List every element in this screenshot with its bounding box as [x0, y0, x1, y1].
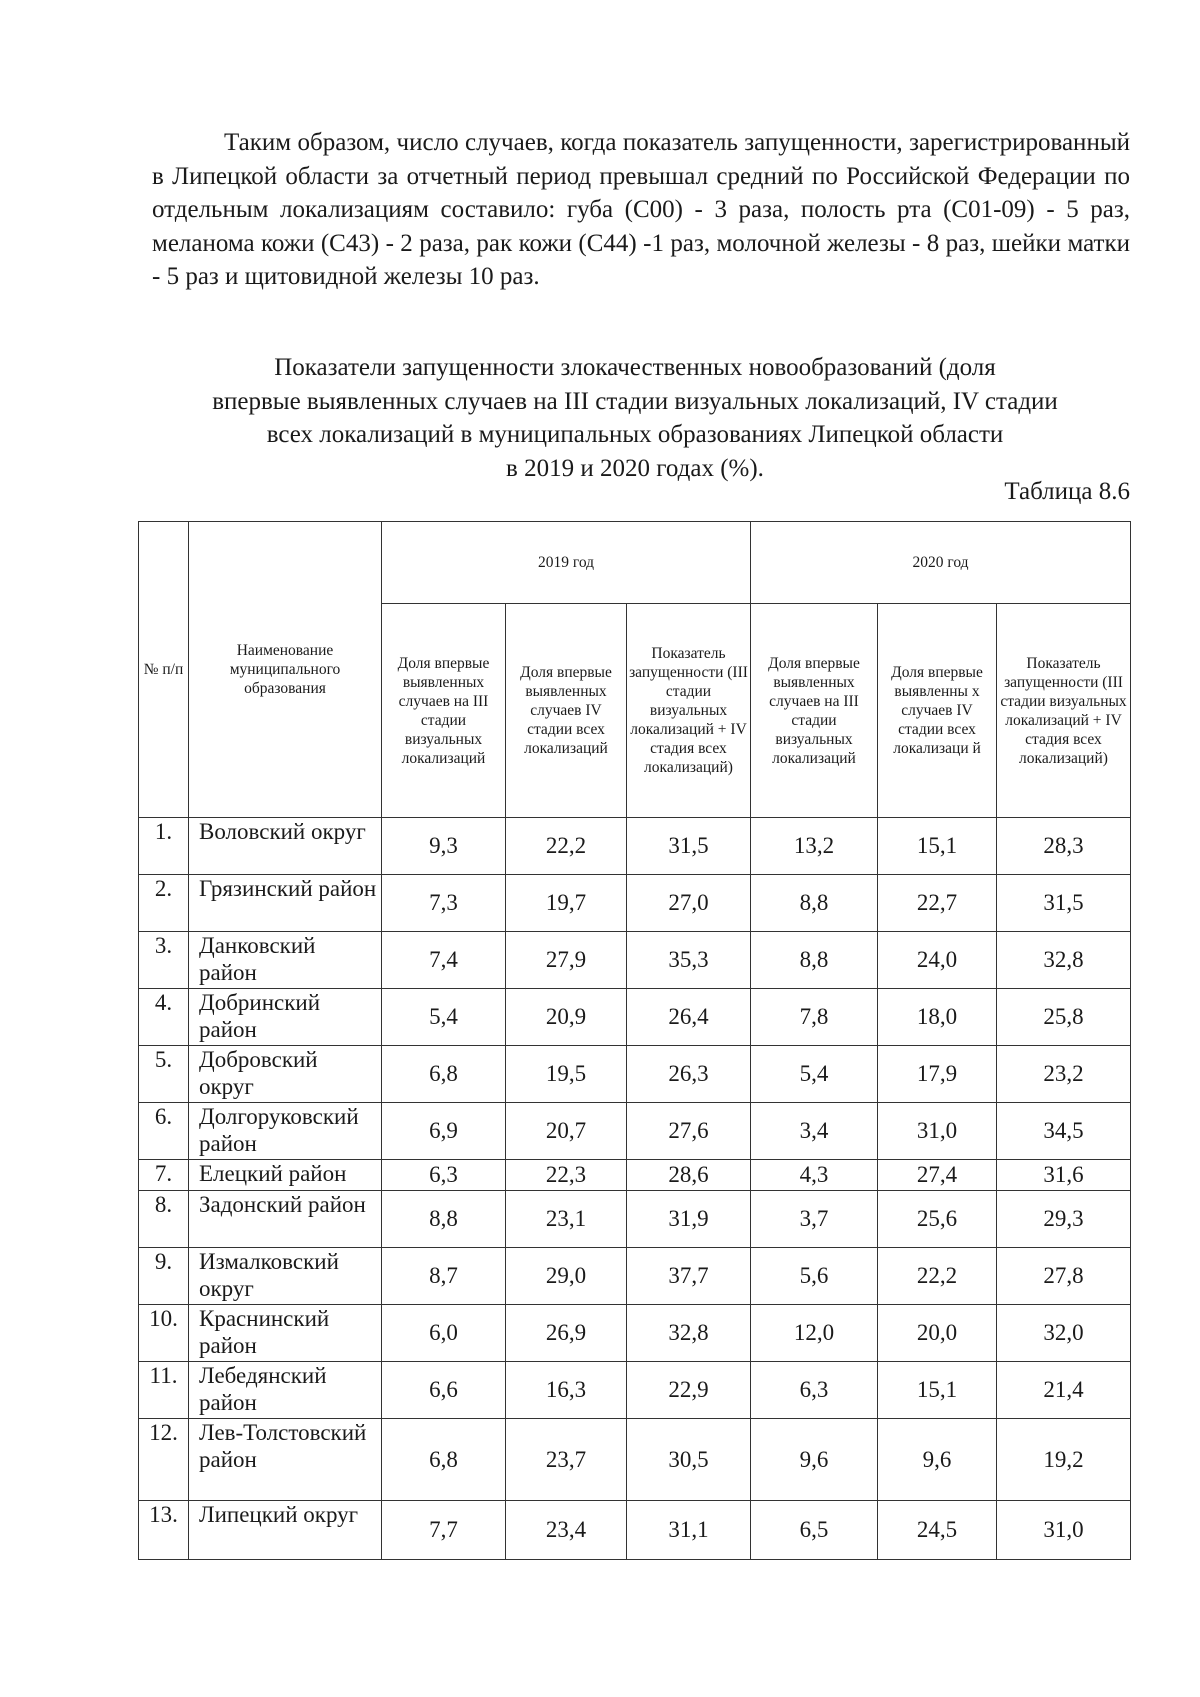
- row-number: 13.: [139, 1501, 189, 1560]
- municipality-name: Воловский округ: [189, 818, 382, 875]
- value-cell: 22,2: [878, 1248, 997, 1305]
- value-cell: 29,0: [506, 1248, 627, 1305]
- table-row: [139, 875, 1131, 932]
- header-year-2019: 2019 год: [382, 522, 751, 604]
- value-cell: 19,5: [506, 1046, 627, 1103]
- row-number: 11.: [139, 1362, 189, 1419]
- municipality-name: Долгоруковский район: [189, 1103, 382, 1160]
- value-cell: 21,4: [997, 1362, 1131, 1419]
- value-cell: 7,4: [382, 932, 506, 989]
- table-row: [139, 1160, 1131, 1191]
- table-row: [139, 1419, 1131, 1501]
- header-2019-neglect-index: Показатель запущенности (III стадии визуальных локализаций + IV стадия всех локализаций): [627, 604, 751, 818]
- value-cell: 26,3: [627, 1046, 751, 1103]
- table-row: [139, 989, 1131, 1046]
- table-body: [139, 818, 1131, 1560]
- row-number: 6.: [139, 1103, 189, 1160]
- value-cell: 31,6: [997, 1160, 1131, 1191]
- row-number: 9.: [139, 1248, 189, 1305]
- intro-paragraph: Таким образом, число случаев, когда показатель запущенности, зарегистрированный в Липецкой области за отчетный период превышал средний по Российской Федерации по отдельным локализациям составило: губа (С00) - 3 раза, полость рта (С01-09) - 5 раз, меланома кожи (С43) - 2 раза, рак кожи (С44) -1 раз, молочной железы - 8 раз, шейки матки - 5 раз и щитовидной железы 10 раз.: [152, 129, 1130, 290]
- header-year-2020: 2020 год: [751, 522, 1131, 604]
- value-cell: 23,1: [506, 1191, 627, 1248]
- value-cell: 16,3: [506, 1362, 627, 1419]
- table-title-line: всех локализаций в муниципальных образованиях Липецкой области: [266, 421, 1004, 448]
- municipality-name: Елецкий район: [189, 1160, 382, 1191]
- value-cell: 3,7: [751, 1191, 878, 1248]
- row-number: 2.: [139, 875, 189, 932]
- value-cell: 22,7: [878, 875, 997, 932]
- value-cell: 27,0: [627, 875, 751, 932]
- value-cell: 7,8: [751, 989, 878, 1046]
- header-2019-stage3: Доля впервые выявленных случаев на III стадии визуальных локализаций: [382, 604, 506, 818]
- value-cell: 27,9: [506, 932, 627, 989]
- table-number-label: Таблица 8.6: [1004, 478, 1130, 505]
- value-cell: 25,8: [997, 989, 1131, 1046]
- row-number: 7.: [139, 1160, 189, 1191]
- header-2019-stage4: Доля впервые выявленных случаев IV стадии всех локализаций: [506, 604, 627, 818]
- table-row: [139, 1248, 1131, 1305]
- value-cell: 23,4: [506, 1501, 627, 1560]
- value-cell: 12,0: [751, 1305, 878, 1362]
- value-cell: 9,3: [382, 818, 506, 875]
- table-title-line: впервые выявленных случаев на III стадии визуальных локализаций, IV стадии: [212, 387, 1058, 415]
- value-cell: 23,2: [997, 1046, 1131, 1103]
- table-title: [140, 351, 1130, 485]
- table-row: [139, 1046, 1131, 1103]
- municipality-name: Лебедянский район: [189, 1362, 382, 1419]
- value-cell: 15,1: [878, 818, 997, 875]
- table-row: [139, 1362, 1131, 1419]
- municipality-name: Краснинский район: [189, 1305, 382, 1362]
- header-num: № п/п: [139, 522, 189, 818]
- value-cell: 6,6: [382, 1362, 506, 1419]
- value-cell: 6,3: [751, 1362, 878, 1419]
- value-cell: 18,0: [878, 989, 997, 1046]
- table-row: [139, 1103, 1131, 1160]
- value-cell: 15,1: [878, 1362, 997, 1419]
- table-row: [139, 932, 1131, 989]
- value-cell: 27,8: [997, 1248, 1131, 1305]
- value-cell: 9,6: [751, 1419, 878, 1501]
- value-cell: 24,0: [878, 932, 997, 989]
- municipality-name: Добринский район: [189, 989, 382, 1046]
- table-row: [139, 1305, 1131, 1362]
- value-cell: 8,8: [751, 875, 878, 932]
- value-cell: 31,5: [997, 875, 1131, 932]
- value-cell: 25,6: [878, 1191, 997, 1248]
- municipality-name: Грязинский район: [189, 875, 382, 932]
- value-cell: 32,8: [997, 932, 1131, 989]
- value-cell: 20,7: [506, 1103, 627, 1160]
- header-2020-stage4: Доля впервые выявленны х случаев IV стадии всех локализаци й: [878, 604, 997, 818]
- table-row: [139, 1501, 1131, 1560]
- value-cell: 22,2: [506, 818, 627, 875]
- value-cell: 20,9: [506, 989, 627, 1046]
- value-cell: 31,9: [627, 1191, 751, 1248]
- municipality-name: Данковский район: [189, 932, 382, 989]
- value-cell: 31,5: [627, 818, 751, 875]
- header-2020-neglect-index: Показатель запущенности (III стадии визуальных локализаций + IV стадия всех локализаций): [997, 604, 1131, 818]
- value-cell: 20,0: [878, 1305, 997, 1362]
- value-cell: 27,4: [878, 1160, 997, 1191]
- value-cell: 26,4: [627, 989, 751, 1046]
- value-cell: 31,1: [627, 1501, 751, 1560]
- value-cell: 5,6: [751, 1248, 878, 1305]
- row-number: 10.: [139, 1305, 189, 1362]
- value-cell: 13,2: [751, 818, 878, 875]
- municipality-name: Измалковский округ: [189, 1248, 382, 1305]
- value-cell: 23,7: [506, 1419, 627, 1501]
- table-title-line: Показатели запущенности злокачественных новообразований (доля: [274, 354, 996, 381]
- value-cell: 32,8: [627, 1305, 751, 1362]
- header-2020-stage3: Доля впервые выявленных случаев на III стадии визуальных локализаций: [751, 604, 878, 818]
- value-cell: 5,4: [382, 989, 506, 1046]
- value-cell: 29,3: [997, 1191, 1131, 1248]
- value-cell: 22,3: [506, 1160, 627, 1191]
- value-cell: 31,0: [878, 1103, 997, 1160]
- table-row: [139, 1191, 1131, 1248]
- value-cell: 30,5: [627, 1419, 751, 1501]
- value-cell: 37,7: [627, 1248, 751, 1305]
- row-number: 4.: [139, 989, 189, 1046]
- value-cell: 7,7: [382, 1501, 506, 1560]
- value-cell: 22,9: [627, 1362, 751, 1419]
- data-table: [138, 521, 1131, 1560]
- value-cell: 35,3: [627, 932, 751, 989]
- value-cell: 9,6: [878, 1419, 997, 1501]
- row-number: 5.: [139, 1046, 189, 1103]
- value-cell: 24,5: [878, 1501, 997, 1560]
- municipality-name: Добровский округ: [189, 1046, 382, 1103]
- value-cell: 26,9: [506, 1305, 627, 1362]
- row-number: 12.: [139, 1419, 189, 1501]
- municipality-name: Задонский район: [189, 1191, 382, 1248]
- value-cell: 6,0: [382, 1305, 506, 1362]
- value-cell: 3,4: [751, 1103, 878, 1160]
- header-name: Наименование муниципального образования: [189, 522, 382, 818]
- row-number: 3.: [139, 932, 189, 989]
- value-cell: 6,9: [382, 1103, 506, 1160]
- municipality-name: Липецкий округ: [189, 1501, 382, 1560]
- value-cell: 31,0: [997, 1501, 1131, 1560]
- value-cell: 5,4: [751, 1046, 878, 1103]
- value-cell: 8,8: [751, 932, 878, 989]
- value-cell: 17,9: [878, 1046, 997, 1103]
- value-cell: 19,7: [506, 875, 627, 932]
- value-cell: 8,7: [382, 1248, 506, 1305]
- value-cell: 34,5: [997, 1103, 1131, 1160]
- row-number: 8.: [139, 1191, 189, 1248]
- value-cell: 6,5: [751, 1501, 878, 1560]
- value-cell: 27,6: [627, 1103, 751, 1160]
- value-cell: 7,3: [382, 875, 506, 932]
- value-cell: 4,3: [751, 1160, 878, 1191]
- value-cell: 32,0: [997, 1305, 1131, 1362]
- table-title-line: в 2019 и 2020 годах (%).: [506, 454, 764, 482]
- value-cell: 28,6: [627, 1160, 751, 1191]
- value-cell: 6,3: [382, 1160, 506, 1191]
- value-cell: 8,8: [382, 1191, 506, 1248]
- table-row: [139, 818, 1131, 875]
- value-cell: 28,3: [997, 818, 1131, 875]
- value-cell: 19,2: [997, 1419, 1131, 1501]
- municipality-name: Лев-Толстовский район: [189, 1419, 382, 1501]
- value-cell: 6,8: [382, 1419, 506, 1501]
- value-cell: 6,8: [382, 1046, 506, 1103]
- row-number: 1.: [139, 818, 189, 875]
